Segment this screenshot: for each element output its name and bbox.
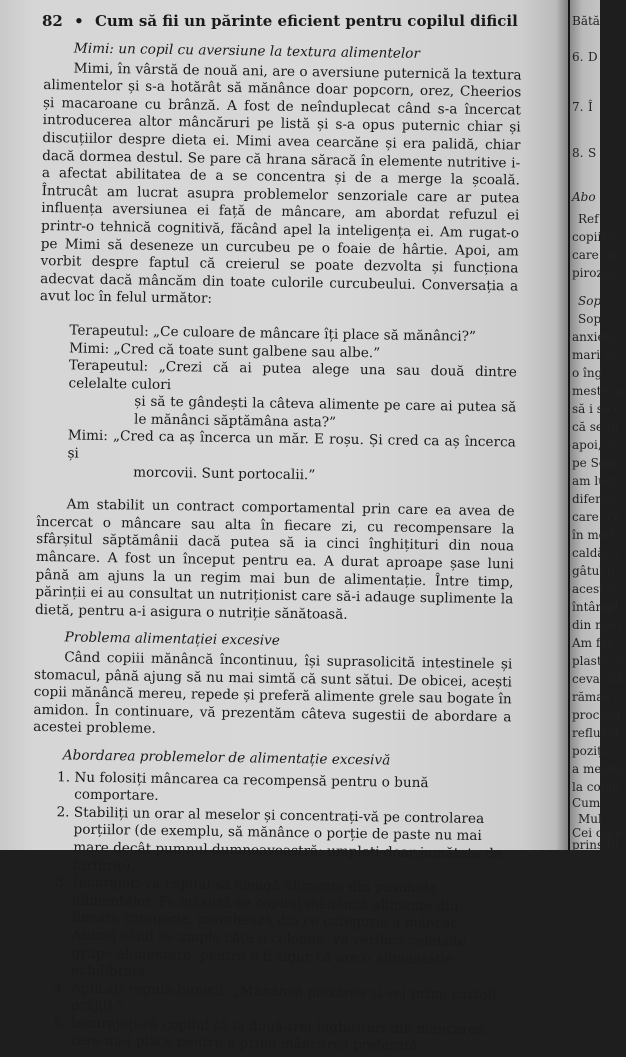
- right-page-fragment: pe Soph: [572, 456, 622, 470]
- dialog-speaker: Terapeutul:: [68, 357, 149, 375]
- section-title-approach: Abordarea problemelor de alimentație excesivă: [62, 747, 391, 769]
- dialog-speaker: Mimi:: [67, 427, 108, 445]
- right-page-fragment: la copiii: [572, 780, 620, 794]
- right-page-fragment: întâmpl: [572, 600, 619, 614]
- right-page-fragment: diferite: [572, 492, 617, 506]
- right-page-fragment: caldă, a: [572, 546, 620, 560]
- paragraph-contract: Am stabilit un contract comportamental prin care ea avea de încercat o mâncare sau alta în fiecare zi, cu recompensare la sfârșitul săptămânii dacă putea să ia cinci înghițituri din noua mâncare. A fost un început pentru ea. A durat aproape șase luni până am ajuns la un regim mai bun de alimentație. Între timp, părinții ei au consultat un nutriționist care să-i adauge suplimente la dietă, pentru a-i asigura o nutriție sănătoasă.: [34, 496, 515, 623]
- page-content: [28, 40, 522, 1057]
- right-page-fragment: copiii c: [572, 230, 616, 244]
- running-header: [42, 12, 558, 30]
- list-item: 4. Aplicați regula bunicii: „Mănâncă mazărea și vei primi cartofi prăjiți.”: [71, 980, 507, 1022]
- list-item: 3. Încurajați-vă copilul să aleagă alimente din piramida alimentelor. Pe măsură ce copilul mănâncă alimente din fiecare categorie, marchează din ce categorie a mâncat. Atunci când se umple câte o coloană, va verifica celelalte grupe alimentare, pentru a fi sigur că are o alimentație echilibrată.: [71, 875, 509, 987]
- right-page-fragment: Am făc: [572, 636, 615, 650]
- dialog-text: „Ce culoare de mâncare îți place să mănânci?”: [152, 323, 477, 345]
- dialog-speaker: Terapeutul:: [69, 322, 149, 340]
- right-page-fragment: să i se c: [572, 402, 621, 416]
- right-page-fragment: 7.: [572, 100, 584, 114]
- right-page-fragment: ceva atâ: [572, 672, 623, 686]
- right-page-fragment: în mod: [572, 528, 614, 542]
- page-number: 82: [42, 12, 63, 30]
- right-page-fragment: din mân: [572, 618, 622, 632]
- right-page-fragment: o îng: [572, 366, 603, 380]
- right-page-fragment: că se în: [572, 420, 619, 434]
- right-page-fragment: D: [588, 50, 598, 64]
- right-page-fragment: anxieta: [572, 330, 617, 344]
- list-item: 2. Stabiliți un orar al meselor și concentrați-vă pe controlarea porțiilor (de exemplu, să mănânce o porție de paste nu mai mare decât pumnul dumneavoastră; umpleți doar jumătate de farfurie).: [73, 804, 510, 881]
- right-page-fragment: prins în: [572, 838, 619, 852]
- right-page-fragment: plastic s: [572, 654, 623, 668]
- section-title-mimi: Mimi: un copil cu aversiune la textura alimentelor: [73, 40, 421, 62]
- dialog-continuation: morcovii. Sunt portocalii.”: [133, 464, 316, 483]
- paragraph-overeating: Când copiii mănâncă încontinuu, își suprasolicită intestinele și stomacul, până ajung să nu mai simtă că sunt sătui. De obicei, acești copii mănâncă mereu, repede și preferă alimente grele sau bogate în amidon. În continuare, vă prezentăm câteva sugestii de abordare a acestei probleme.: [33, 649, 513, 738]
- right-page-fragment: acest fo: [572, 582, 620, 596]
- running-title: Cum să fii un părinte eficient pentru copilul dificil: [94, 12, 518, 30]
- right-page-fragment: mari în: [572, 348, 616, 362]
- right-page-fragment: Sop: [578, 312, 602, 326]
- right-page-fragment: poziția s: [572, 744, 623, 758]
- right-page-fragment: refluxul: [572, 726, 619, 740]
- paragraph-mimi-case: Mimi, în vârstă de nouă ani, are o aversiune puternică la textura alimentelor și s-a hotărât să mănânce doar popcorn, orez, Cheerios și macaroane cu brânză. A fost de neînduplecat când s-a încercat introducerea altor mâncăruri pe listă și s-a opus puternic chiar și discuțiilor despre dieta ei. Mimi avea cearcăne și era palidă, chiar dacă dormea destul. Se pare că hrana săracă în elemente nutritive i-a afectat abilitatea de a se concentra și de a merge la școală. Întrucât am lucrat asupra problemelor senzoriale care ar putea influența aversiunea ei față de mâncare, am abordat refuzul ei printr-o tehnică cognitivă, făcând apel la inteligența ei. Am rugat-o pe Mimi să deseneze un curcubeu pe o foaie de hârtie. Apoi, am vorbit despre faptul că creierul se poate dezvolta și funcționa adecvat dacă mâncăm din toate culorile curcubeului. Conversația a avut loc în felul următor:: [39, 60, 522, 307]
- right-page-fragment: a mestec: [572, 762, 626, 776]
- right-page-fragment: Abo: [572, 190, 596, 204]
- dialog-continuation: și să te gândești la câteva alimente pe care ai putea să le mănânci săptămâna asta?”: [133, 393, 517, 431]
- right-page-fragment: am lucr: [572, 474, 619, 488]
- right-page-fragment: care du: [572, 248, 618, 262]
- right-page-fragment: pirozis.: [572, 266, 617, 280]
- right-page-fragment: procesu: [572, 708, 621, 722]
- right-page-fragment: Cei care: [572, 826, 623, 840]
- dialog-text: „Crezi că ai putea alege una sau două dintre celelalte culori: [68, 358, 517, 393]
- header-separator: •: [74, 12, 84, 30]
- right-page-fragment: Bătă: [572, 14, 600, 28]
- right-page-fragment: Cum: [572, 796, 601, 810]
- right-page-fragment: care o a: [572, 510, 621, 524]
- spine-shadow: [556, 0, 570, 850]
- section-title-overeating: Problema alimentației excesive: [64, 629, 280, 650]
- right-page-fragment: Î: [588, 100, 593, 114]
- right-page-fragment: Sop: [578, 294, 602, 308]
- dialog-speaker: Mimi:: [69, 339, 110, 357]
- dialog-block: [37, 322, 517, 488]
- dialog-text: „Cred că toate sunt galbene sau albe.”: [113, 340, 381, 361]
- list-item: 1. Nu folosiți mâncarea ca recompensă pentru o bună comportare.: [74, 769, 510, 811]
- dialog-text: „Cred ca aș încerca un măr. E roșu. Și cred ca aș încerca și: [67, 428, 516, 462]
- right-page-fragment: rămas î: [572, 690, 618, 704]
- suggestions-list: [28, 768, 510, 1057]
- right-page-fragment: gâtul p: [572, 564, 615, 578]
- right-page-fragment: Ref: [578, 212, 599, 226]
- list-item: 5. Încurajați-vă copilul să ia două-trei înghițituri din mâncarea care nu-i place pentru a primi mâncarea preferată.: [70, 1015, 506, 1057]
- right-page-edge: [570, 0, 626, 852]
- right-page-fragment: Mul: [578, 812, 602, 826]
- right-page-fragment: mesteca: [572, 384, 623, 398]
- right-page-fragment: S: [588, 146, 597, 160]
- right-page-fragment: 8.: [572, 146, 584, 160]
- right-page-fragment: apoi, s-: [572, 438, 616, 452]
- right-page-fragment: 6.: [572, 50, 584, 64]
